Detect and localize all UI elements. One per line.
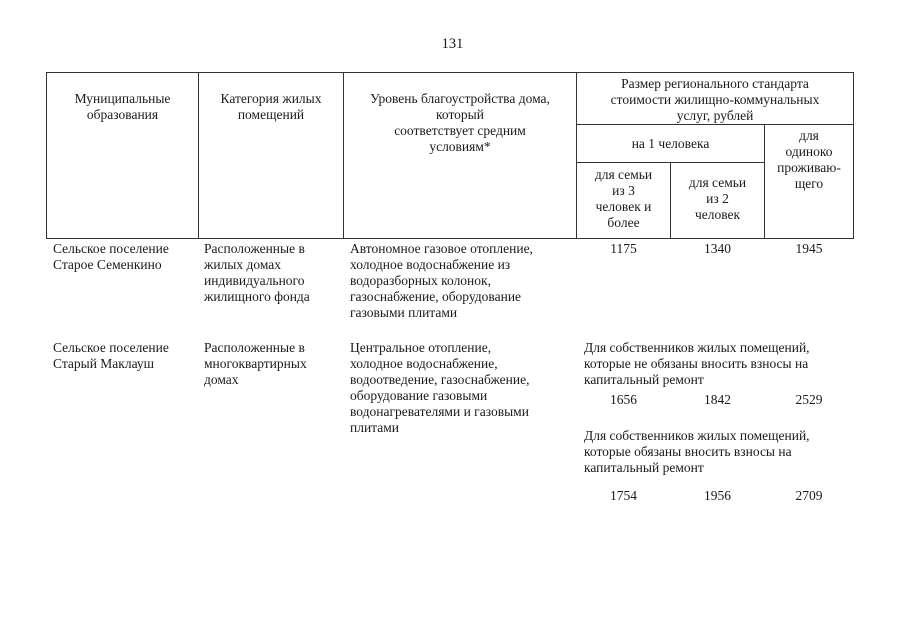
row2-note2-line: которые обязаны вносить взносы на — [584, 444, 792, 459]
row1-value-family3: 1175 — [610, 241, 637, 256]
row2-level-line: водоотведение, газоснабжение, — [350, 372, 530, 387]
header-size-line: услуг, рублей — [676, 108, 754, 123]
row2-note1-line: которые не обязаны вносить взносы на — [584, 356, 809, 371]
grid-size-divider — [576, 124, 854, 125]
row2-level — [350, 340, 576, 436]
header-family2-line: для семьи — [688, 175, 747, 190]
header-size-line: Размер регионального стандарта — [621, 76, 809, 91]
row1-municipality-line: Сельское поселение — [53, 241, 169, 256]
page-number: 131 — [441, 36, 464, 52]
row2-level-line: плитами — [350, 420, 400, 435]
header-category-line: Категория жилых — [220, 91, 322, 106]
row2-municipality-line: Старый Маклауш — [53, 356, 155, 371]
header-category — [199, 91, 343, 123]
header-size — [577, 76, 853, 124]
header-level-line: соответствует средним — [394, 123, 526, 138]
row2-values1-single: 2529 — [795, 392, 823, 407]
header-single — [765, 128, 853, 192]
grid-top-line — [46, 72, 854, 73]
header-family3 — [577, 167, 670, 231]
row2-values1-family2: 1842 — [704, 392, 731, 407]
row2-level-line: оборудование газовыми — [350, 388, 488, 403]
header-single-line: для — [799, 128, 819, 143]
row1-level-line: водоразборных колонок, — [350, 273, 491, 288]
header-single-line: щего — [794, 176, 824, 191]
grid-bottom-line — [46, 238, 854, 239]
header-family2 — [671, 175, 764, 223]
grid-right-line — [853, 72, 854, 238]
row2-municipality-line: Сельское поселение — [53, 340, 169, 355]
header-single-line: одиноко — [785, 144, 833, 159]
row2-level-line: Центральное отопление, — [350, 340, 492, 355]
row1-level — [350, 241, 576, 321]
header-family2-line: человек — [694, 207, 741, 222]
row2-category-line: Расположенные в — [204, 340, 305, 355]
header-family3-line: более — [607, 215, 640, 230]
header-municipality-line: образования — [86, 107, 159, 122]
header-per-person: на 1 человека — [631, 136, 710, 151]
row2-values2-single: 2709 — [795, 488, 823, 503]
row2-note1-line: капитальный ремонт — [584, 372, 704, 387]
header-category-line: помещений — [237, 107, 305, 122]
row1-level-line: Автономное газовое отопление, — [350, 241, 533, 256]
row2-note-not-obliged — [584, 340, 864, 388]
header-municipality — [47, 91, 198, 123]
row2-note2-line: Для собственников жилых помещений, — [584, 428, 810, 443]
header-municipality-line: Муниципальные — [74, 91, 171, 106]
header-family2-line: из 2 — [706, 191, 729, 206]
row1-value-single: 1945 — [795, 241, 823, 256]
row2-category — [204, 340, 343, 388]
header-family3-line: человек и — [595, 199, 652, 214]
header-level — [344, 91, 576, 155]
header-level-line: который — [436, 107, 484, 122]
row1-category-line: Расположенные в — [204, 241, 305, 256]
header-level-line: условиям* — [429, 139, 491, 154]
row1-category — [204, 241, 343, 305]
row2-category-line: многоквартирных — [204, 356, 307, 371]
row2-municipality — [53, 340, 199, 372]
header-family3-line: из 3 — [612, 183, 635, 198]
row2-note1-line: Для собственников жилых помещений, — [584, 340, 810, 355]
row1-value-family2: 1340 — [704, 241, 731, 256]
row1-level-line: холодное водоснабжение из — [350, 257, 511, 272]
row2-level-line: холодное водоснабжение, — [350, 356, 498, 371]
row1-category-line: индивидуального — [204, 273, 305, 288]
row2-level-line: водонагревателями и газовыми — [350, 404, 529, 419]
row1-municipality-line: Старое Семенкино — [53, 257, 162, 272]
header-family3-line: для семьи — [594, 167, 653, 182]
row1-level-line: газовыми плитами — [350, 305, 458, 320]
header-single-line: проживаю- — [777, 160, 841, 175]
header-level-line: Уровень благоустройства дома, — [370, 91, 550, 106]
row1-municipality — [53, 241, 199, 273]
row2-note2-line: капитальный ремонт — [584, 460, 704, 475]
row1-category-line: жилых домах — [204, 257, 282, 272]
header-size-line: стоимости жилищно-коммунальных — [610, 92, 820, 107]
row1-category-line: жилищного фонда — [204, 289, 310, 304]
row1-level-line: газоснабжение, оборудование — [350, 289, 522, 304]
row2-values2-family2: 1956 — [704, 488, 731, 503]
row2-note-obliged — [584, 428, 864, 476]
row2-values2-family3: 1754 — [610, 488, 637, 503]
row2-values1-family3: 1656 — [610, 392, 637, 407]
row2-category-line: домах — [204, 372, 239, 387]
